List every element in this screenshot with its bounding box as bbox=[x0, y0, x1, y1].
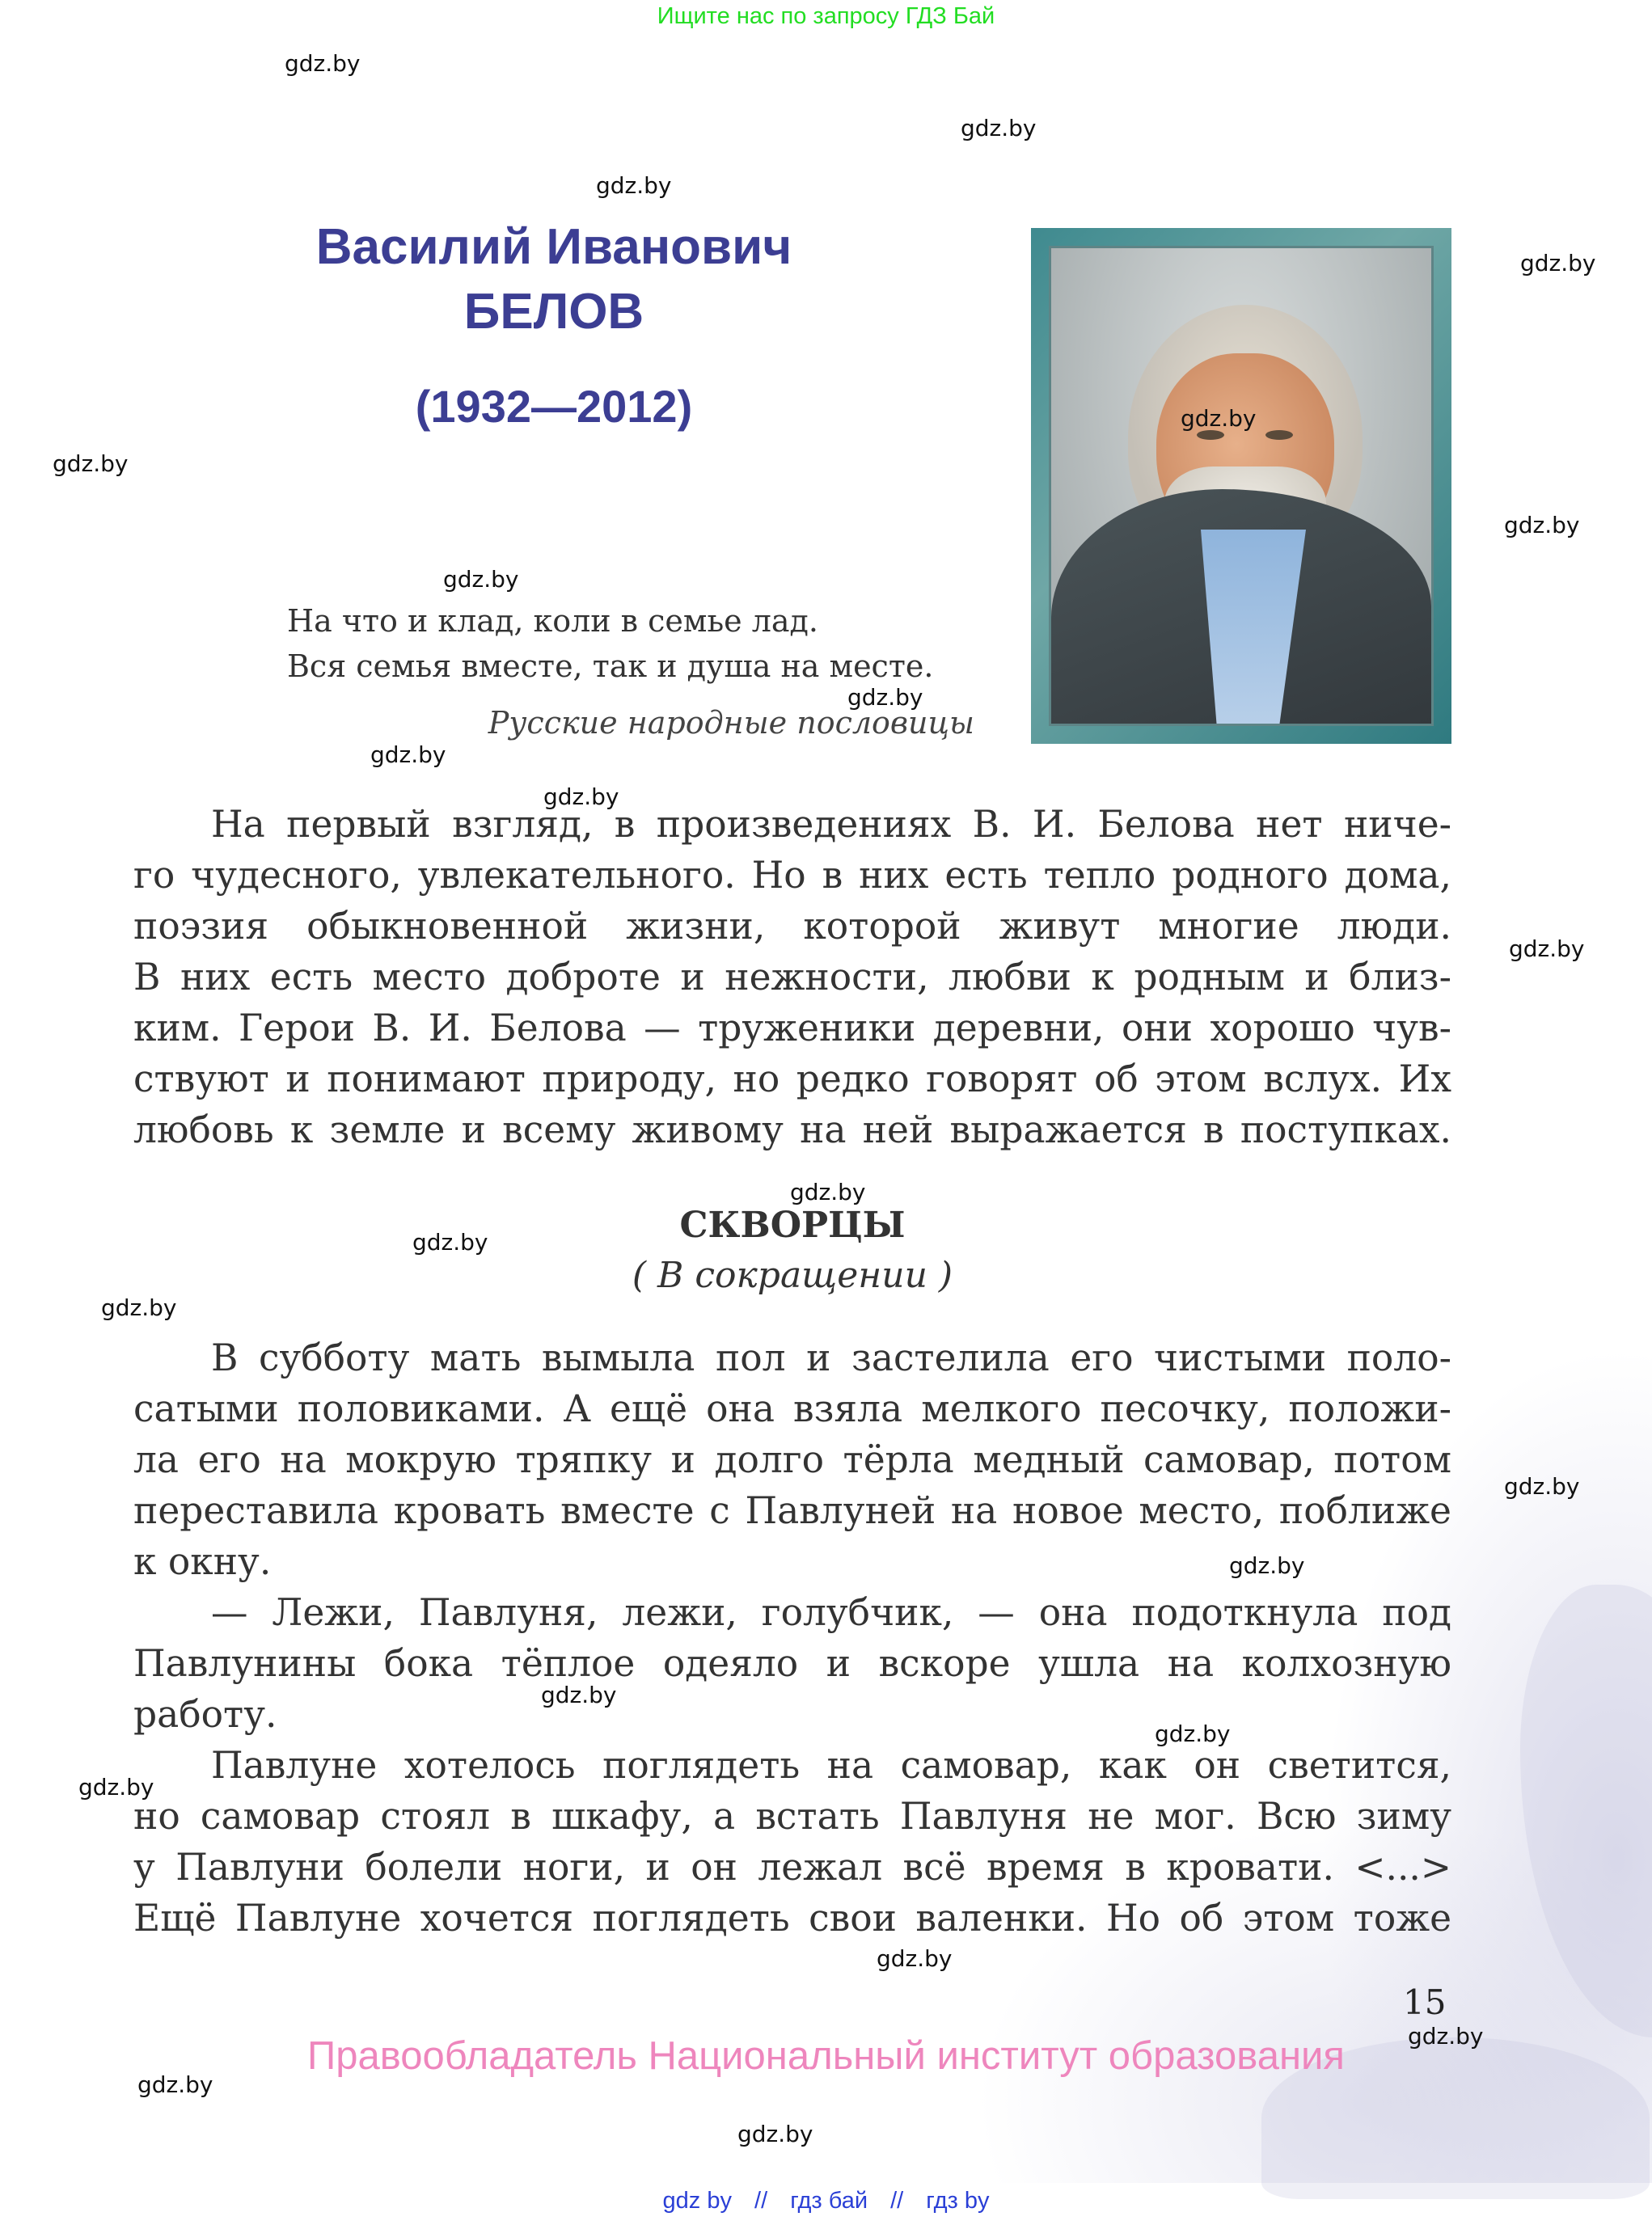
text-line: — Лежи, Павлуня, лежи, голубчик, — она подоткнула под bbox=[211, 1591, 1451, 1634]
text-line: Ещё Павлуне хочется поглядеть свои валенки. Но об этом тоже bbox=[133, 1897, 1451, 1940]
watermark-label: gdz.by bbox=[1229, 1552, 1305, 1579]
watermark-label: gdz.by bbox=[53, 450, 129, 477]
copyright-notice: Правообладатель Национальный институт образования bbox=[307, 2034, 1345, 2078]
watermark-label: gdz.by bbox=[543, 783, 619, 810]
text-line: но самовар стоял в шкафу, а встать Павлуня не мог. Всю зиму bbox=[133, 1795, 1451, 1838]
watermark-label: gdz.by bbox=[1504, 512, 1580, 538]
watermark-label: gdz.by bbox=[877, 1945, 953, 1972]
watermark-label: gdz.by bbox=[285, 50, 361, 77]
portrait-canvas bbox=[1049, 246, 1434, 726]
story-subtitle: ( В сокращении ) bbox=[632, 1255, 953, 1296]
watermark-label: gdz.by bbox=[137, 2071, 213, 2098]
epigraph bbox=[287, 598, 1015, 689]
footer-separator: // bbox=[890, 2188, 904, 2214]
epigraph-line: Вся семья вместе, так и душа на месте. bbox=[287, 648, 934, 684]
text-line: Павлунины бока тёплое одеяло и вскоре ушла на колхозную bbox=[133, 1642, 1451, 1685]
footer-link-gdz-by[interactable]: gdz by bbox=[662, 2188, 732, 2214]
watermark-label: gdz.by bbox=[1504, 1473, 1580, 1500]
author-last-name: БЕЛОВ bbox=[463, 284, 644, 340]
author-years: (1932—2012) bbox=[415, 381, 693, 432]
text-line: го чудесного, увлекательного. Но в них есть тепло родного дома, bbox=[133, 854, 1451, 897]
footer-link-gdz-bai[interactable]: гдз бай bbox=[790, 2188, 868, 2214]
epigraph-source: Русские народные пословицы bbox=[488, 705, 974, 741]
story-text bbox=[133, 1332, 1451, 1944]
text-line: к окну. bbox=[133, 1540, 272, 1583]
watermark-label: gdz.by bbox=[1509, 935, 1585, 962]
watermark-label: gdz.by bbox=[78, 1774, 154, 1801]
text-line: переставила кровать вместе с Павлуней на новое место, поближе bbox=[133, 1489, 1451, 1532]
watermark-label: gdz.by bbox=[1408, 2023, 1484, 2050]
footer-separator: // bbox=[754, 2188, 768, 2214]
text-line: На первый взгляд, в произведениях В. И. Белова нет ниче- bbox=[211, 803, 1451, 846]
page-number: 15 bbox=[1403, 1982, 1447, 2022]
watermark-label: gdz.by bbox=[412, 1229, 488, 1256]
footer-link-gdz-by-ru[interactable]: гдз by bbox=[926, 2188, 990, 2214]
watermark-label: gdz.by bbox=[1155, 1720, 1231, 1747]
watermark-label: gdz.by bbox=[961, 115, 1037, 141]
watermark-label: gdz.by bbox=[1181, 405, 1257, 432]
text-line: В них есть место доброте и нежности, любви к родным и близ- bbox=[133, 956, 1451, 999]
watermark-label: gdz.by bbox=[737, 2121, 813, 2147]
watermark-label: gdz.by bbox=[541, 1682, 617, 1708]
watermark-label: gdz.by bbox=[443, 566, 519, 593]
text-line: Павлуне хотелось поглядеть на самовар, как он светится, bbox=[211, 1744, 1451, 1787]
watermark-label: gdz.by bbox=[847, 684, 923, 711]
watermark-label: gdz.by bbox=[1520, 250, 1596, 277]
text-line: ла его на мокрую тряпку и долго тёрла медный самовар, потом bbox=[133, 1438, 1451, 1481]
text-line: работу. bbox=[133, 1693, 277, 1736]
watermark-label: gdz.by bbox=[790, 1179, 866, 1205]
text-line: у Павлуни болели ноги, и он лежал всё время в кровати. <...> bbox=[133, 1846, 1451, 1889]
text-line: ствуют и понимают природу, но редко говорят об этом вслух. Их bbox=[133, 1058, 1451, 1100]
decorative-background-shape bbox=[1520, 1585, 1652, 2037]
author-first-names: Василий Иванович bbox=[315, 219, 792, 275]
text-line: ким. Герои В. И. Белова — труженики деревни, они хорошо чув- bbox=[133, 1007, 1451, 1049]
portrait-eye bbox=[1265, 430, 1293, 440]
watermark-label: gdz.by bbox=[370, 741, 446, 768]
text-line: поэзия обыкновенной жизни, которой живут многие люди. bbox=[133, 905, 1451, 948]
story-title: СКВОРЦЫ bbox=[679, 1205, 906, 1246]
text-line: любовь к земле и всему живому на ней выражается в поступках. bbox=[133, 1108, 1451, 1151]
watermark-label: gdz.by bbox=[101, 1294, 177, 1321]
footer-links bbox=[0, 2188, 1652, 2214]
intro-paragraph bbox=[133, 799, 1451, 1155]
text-line: В субботу мать вымыла пол и застелила его чистыми поло- bbox=[211, 1336, 1451, 1379]
search-banner[interactable]: Ищите нас по запросу ГДЗ Бай bbox=[657, 3, 995, 29]
text-line: сатыми половиками. А ещё она взяла мелкого песочку, положи- bbox=[133, 1387, 1451, 1430]
epigraph-line: На что и клад, коли в семье лад. bbox=[287, 603, 818, 639]
watermark-label: gdz.by bbox=[596, 172, 672, 199]
author-portrait bbox=[1031, 228, 1451, 744]
